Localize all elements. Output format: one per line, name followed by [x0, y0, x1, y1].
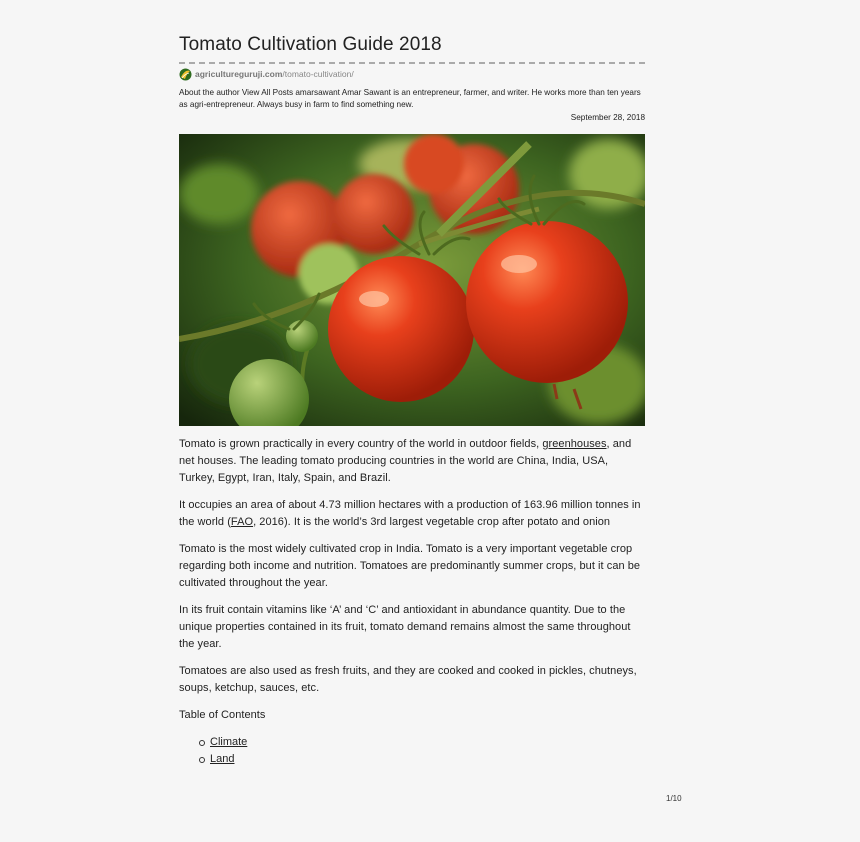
paragraph-4: In its fruit contain vitamins like ‘A’ and ‘C’ and antioxidant in abundance quantity. Due to the unique properties contained in its fruit, tomato demand remains almost the same throughout the year. — [179, 604, 631, 650]
paragraph-3: Tomato is the most widely cultivated crop in India. Tomato is a very important vegetable crop regarding both income and nutrition. Tomatoes are predominantly summer crops, but it can be cultivated throughout the year. — [179, 543, 641, 589]
article-body — [179, 436, 645, 768]
greenhouses-link[interactable]: greenhouses — [542, 438, 607, 450]
site-logo-icon — [179, 68, 192, 81]
paragraph-1: Tomato is grown practically in every country of the world in outdoor fields, greenhouses, and net houses. The leading tomato producing countries in the world are China, India, USA, Turkey, Egypt, Iran, Italy, Spain, and Brazil. — [179, 438, 632, 484]
page-title: Tomato Cultivation Guide 2018 — [179, 34, 645, 64]
source-domain[interactable]: agricultureguruji.com — [195, 69, 283, 79]
source-url — [179, 67, 645, 81]
document-page — [179, 34, 645, 768]
fao-link[interactable]: FAO — [230, 516, 254, 528]
toc-heading: Table of Contents — [179, 709, 266, 721]
author-bio: About the author View All Posts amarsawant Amar Sawant is an entrepreneur, farmer, and writer. He works more than ten years as agri-entrepreneur. Always busy in farm to find something new. — [179, 88, 641, 109]
tomato-photo — [179, 134, 645, 426]
paragraph-2: It occupies an area of about 4.73 million hectares with a production of 163.96 million tonnes in the world (FAO, 2016). It is the world’s 3rd largest vegetable crop after potato and onion — [179, 499, 641, 528]
toc-link-land[interactable]: Land — [210, 753, 235, 765]
toc-link-climate[interactable]: Climate — [210, 736, 248, 748]
source-path[interactable]: /tomato-cultivation/ — [282, 69, 354, 79]
toc-item — [210, 751, 645, 768]
page-number: 1/10 — [666, 794, 682, 803]
table-of-contents — [179, 734, 645, 768]
paragraph-5: Tomatoes are also used as fresh fruits, and they are cooked and cooked in pickles, chutneys, soups, ketchup, sauces, etc. — [179, 665, 637, 694]
publish-date: September 28, 2018 — [570, 113, 645, 122]
toc-item — [210, 734, 645, 751]
